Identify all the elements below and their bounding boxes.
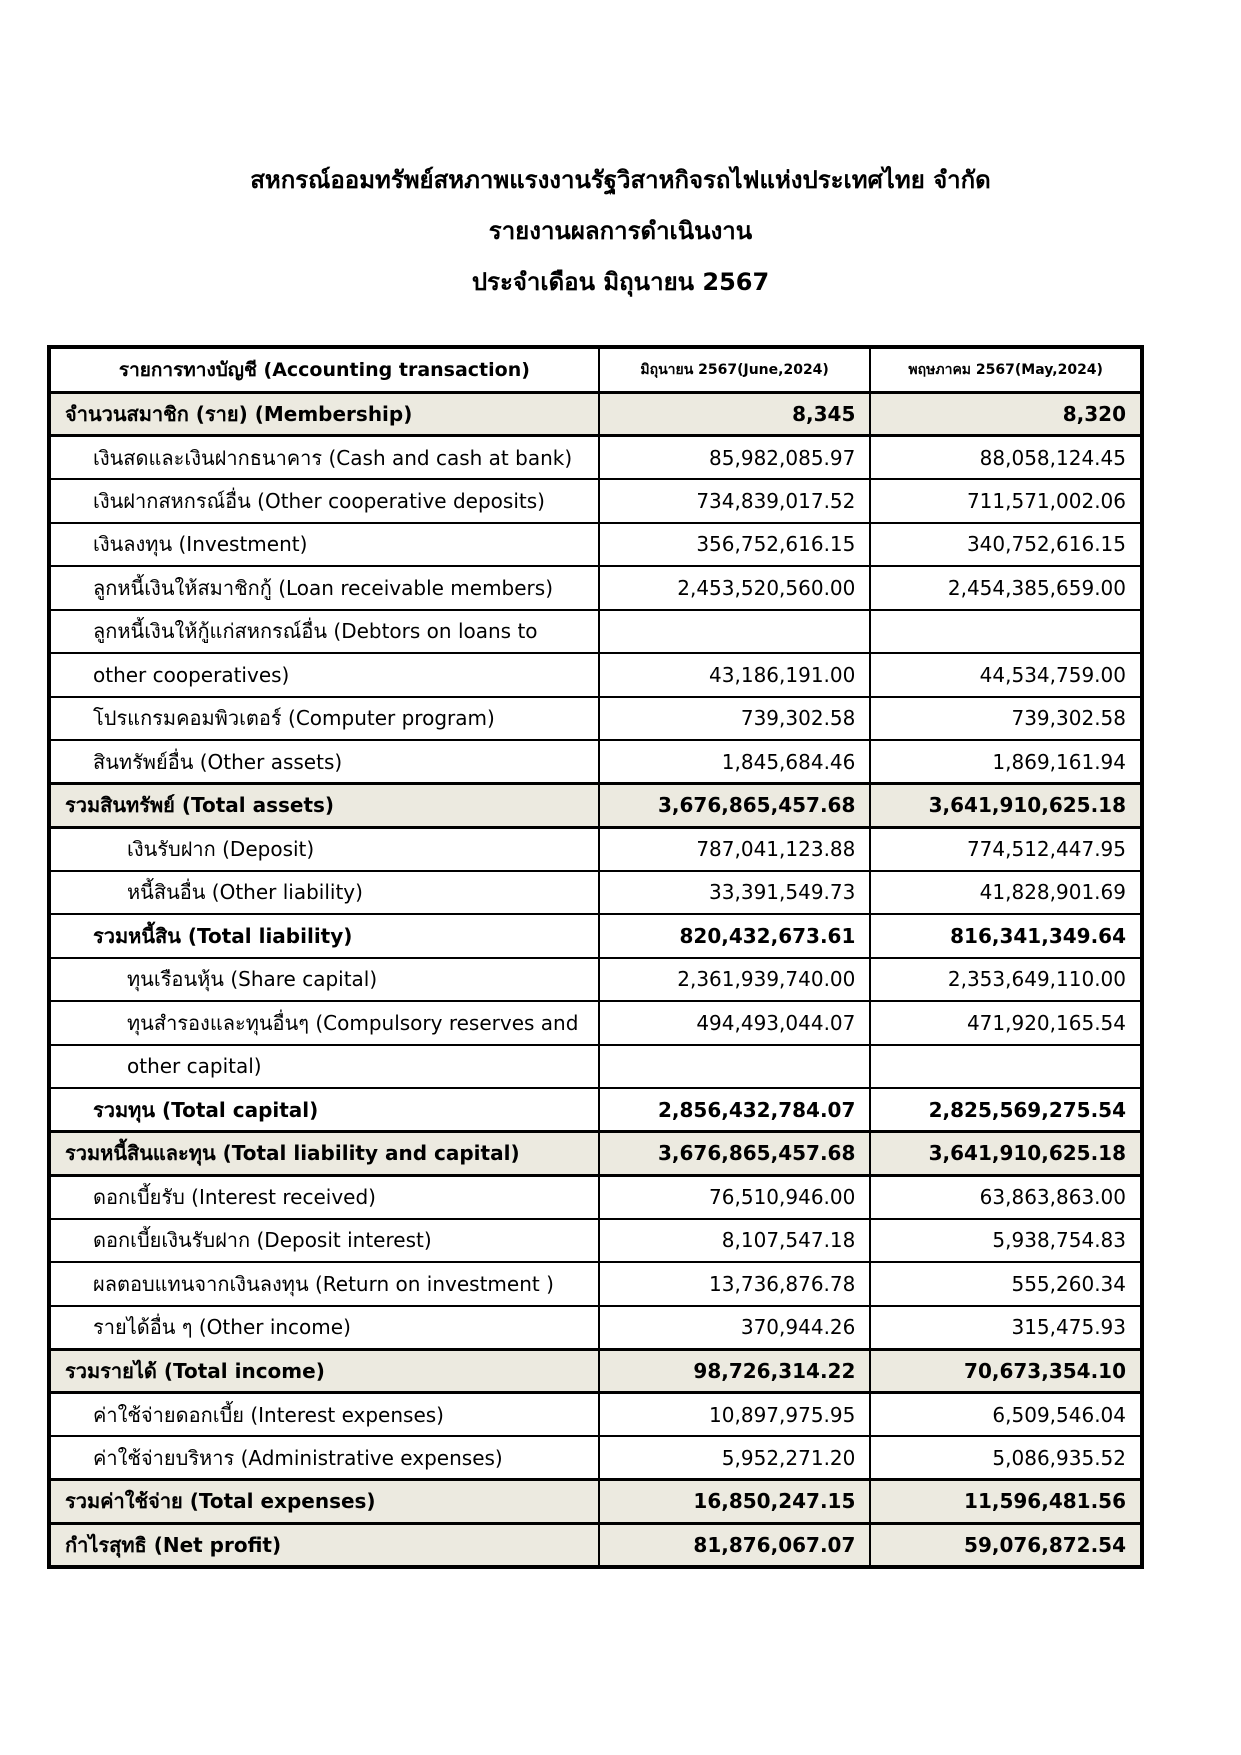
row-value-june: 33,391,549.73	[599, 871, 871, 915]
table-row	[49, 436, 1142, 480]
row-label: รายได้อื่น ๆ (Other income)	[49, 1306, 599, 1350]
row-value-may: 3,641,910,625.18	[870, 1132, 1142, 1176]
row-label: จำนวนสมาชิก (ราย) (Membership)	[49, 392, 599, 436]
row-label: รวมหนี้สินและทุน (Total liability and capital)	[49, 1132, 599, 1176]
table-row-total-liability	[49, 914, 1142, 958]
report-title: รายงานผลการดำเนินงาน	[488, 217, 753, 245]
table-row	[49, 1175, 1142, 1219]
table-row	[49, 1306, 1142, 1350]
row-value-june: 2,453,520,560.00	[599, 566, 871, 610]
row-value-may: 1,869,161.94	[870, 740, 1142, 784]
cooperative-name: สหกรณ์ออมทรัพย์สหภาพแรงงานรัฐวิสาหกิจรถไฟแห่งประเทศไทย จำกัด	[250, 166, 991, 194]
table-row	[49, 958, 1142, 1002]
row-value-may: 44,534,759.00	[870, 653, 1142, 697]
row-label: ผลตอบแทนจากเงินลงทุน (Return on investment )	[49, 1262, 599, 1306]
row-value-may: 5,938,754.83	[870, 1219, 1142, 1263]
row-value-may: 816,341,349.64	[870, 914, 1142, 958]
row-value-june: 356,752,616.15	[599, 523, 871, 567]
row-value-may: 11,596,481.56	[870, 1480, 1142, 1524]
table-row	[49, 523, 1142, 567]
table-header-row	[49, 347, 1142, 392]
table-row	[49, 1393, 1142, 1437]
financial-report-table	[47, 345, 1144, 1569]
table-row-total-capital	[49, 1088, 1142, 1132]
row-value-may: 340,752,616.15	[870, 523, 1142, 567]
report-header	[0, 155, 1241, 308]
row-value-may: 88,058,124.45	[870, 436, 1142, 480]
row-value-may: 3,641,910,625.18	[870, 784, 1142, 828]
row-value-may: 2,454,385,659.00	[870, 566, 1142, 610]
row-value-june: 494,493,044.07	[599, 1001, 871, 1045]
row-value-june: 8,345	[599, 392, 871, 436]
row-label: เงินรับฝาก (Deposit)	[49, 827, 599, 871]
row-label: other capital)	[49, 1045, 599, 1089]
row-value-june: 3,676,865,457.68	[599, 784, 871, 828]
table-row	[49, 697, 1142, 741]
row-value-june: 5,952,271.20	[599, 1436, 871, 1480]
table-row-total-income	[49, 1349, 1142, 1393]
row-value-may: 8,320	[870, 392, 1142, 436]
row-value-june: 81,876,067.07	[599, 1523, 871, 1567]
table-row	[49, 653, 1142, 697]
row-value-may: 774,512,447.95	[870, 827, 1142, 871]
table-row-net-profit	[49, 1523, 1142, 1567]
row-label: รวมทุน (Total capital)	[49, 1088, 599, 1132]
report-period: ประจำเดือน มิถุนายน 2567	[471, 268, 770, 296]
row-value-june: 98,726,314.22	[599, 1349, 871, 1393]
table-row	[49, 1436, 1142, 1480]
row-label: รวมสินทรัพย์ (Total assets)	[49, 784, 599, 828]
row-value-june: 734,839,017.52	[599, 479, 871, 523]
row-value-may: 59,076,872.54	[870, 1523, 1142, 1567]
row-value-june: 10,897,975.95	[599, 1393, 871, 1437]
row-value-june: 43,186,191.00	[599, 653, 871, 697]
row-label: หนี้สินอื่น (Other liability)	[49, 871, 599, 915]
table-row-total-assets	[49, 784, 1142, 828]
row-value-may: 711,571,002.06	[870, 479, 1142, 523]
row-label: รวมหนี้สิน (Total liability)	[49, 914, 599, 958]
row-value-may: 41,828,901.69	[870, 871, 1142, 915]
table-row	[49, 827, 1142, 871]
row-label: other cooperatives)	[49, 653, 599, 697]
row-value-june	[599, 610, 871, 654]
table-row	[49, 871, 1142, 915]
row-value-june: 76,510,946.00	[599, 1175, 871, 1219]
table-row	[49, 1262, 1142, 1306]
column-header-transaction: รายการทางบัญชี (Accounting transaction)	[49, 347, 599, 392]
row-value-june: 13,736,876.78	[599, 1262, 871, 1306]
row-label: ค่าใช้จ่ายบริหาร (Administrative expenses)	[49, 1436, 599, 1480]
row-value-may: 63,863,863.00	[870, 1175, 1142, 1219]
row-value-may	[870, 1045, 1142, 1089]
row-value-june: 787,041,123.88	[599, 827, 871, 871]
row-value-june: 739,302.58	[599, 697, 871, 741]
row-value-june: 3,676,865,457.68	[599, 1132, 871, 1176]
row-value-june: 16,850,247.15	[599, 1480, 871, 1524]
table-row-membership	[49, 392, 1142, 436]
row-value-may: 6,509,546.04	[870, 1393, 1142, 1437]
table-row	[49, 1219, 1142, 1263]
column-header-june: มิถุนายน 2567(June,2024)	[599, 347, 871, 392]
row-label: ดอกเบี้ยเงินรับฝาก (Deposit interest)	[49, 1219, 599, 1263]
row-value-june: 1,845,684.46	[599, 740, 871, 784]
row-label: เงินลงทุน (Investment)	[49, 523, 599, 567]
row-value-june: 370,944.26	[599, 1306, 871, 1350]
table-row	[49, 1045, 1142, 1089]
table-row	[49, 479, 1142, 523]
row-value-may: 739,302.58	[870, 697, 1142, 741]
table-row	[49, 1001, 1142, 1045]
row-value-june: 2,361,939,740.00	[599, 958, 871, 1002]
row-label: สินทรัพย์อื่น (Other assets)	[49, 740, 599, 784]
row-label: กำไรสุทธิ (Net profit)	[49, 1523, 599, 1567]
row-value-may: 315,475.93	[870, 1306, 1142, 1350]
row-label: ลูกหนี้เงินให้สมาชิกกู้ (Loan receivable members)	[49, 566, 599, 610]
row-label: เงินสดและเงินฝากธนาคาร (Cash and cash at bank)	[49, 436, 599, 480]
table-row	[49, 566, 1142, 610]
row-value-june: 820,432,673.61	[599, 914, 871, 958]
row-label: รวมรายได้ (Total income)	[49, 1349, 599, 1393]
row-label: ลูกหนี้เงินให้กู้แก่สหกรณ์อื่น (Debtors on loans to	[49, 610, 599, 654]
table-row	[49, 740, 1142, 784]
row-value-may: 471,920,165.54	[870, 1001, 1142, 1045]
row-label: ทุนเรือนหุ้น (Share capital)	[49, 958, 599, 1002]
row-value-may: 70,673,354.10	[870, 1349, 1142, 1393]
row-value-may: 2,353,649,110.00	[870, 958, 1142, 1002]
table-row-total-liability-capital	[49, 1132, 1142, 1176]
table-row	[49, 610, 1142, 654]
row-label: ดอกเบี้ยรับ (Interest received)	[49, 1175, 599, 1219]
row-value-may: 5,086,935.52	[870, 1436, 1142, 1480]
row-value-may: 2,825,569,275.54	[870, 1088, 1142, 1132]
row-value-june: 8,107,547.18	[599, 1219, 871, 1263]
row-value-june: 85,982,085.97	[599, 436, 871, 480]
row-value-may: 555,260.34	[870, 1262, 1142, 1306]
row-label: เงินฝากสหกรณ์อื่น (Other cooperative deposits)	[49, 479, 599, 523]
row-value-june	[599, 1045, 871, 1089]
row-value-june: 2,856,432,784.07	[599, 1088, 871, 1132]
table-row-total-expenses	[49, 1480, 1142, 1524]
row-label: ทุนสำรองและทุนอื่นๆ (Compulsory reserves and	[49, 1001, 599, 1045]
row-label: รวมค่าใช้จ่าย (Total expenses)	[49, 1480, 599, 1524]
column-header-may: พฤษภาคม 2567(May,2024)	[870, 347, 1142, 392]
row-value-may	[870, 610, 1142, 654]
row-label: โปรแกรมคอมพิวเตอร์ (Computer program)	[49, 697, 599, 741]
row-label: ค่าใช้จ่ายดอกเบี้ย (Interest expenses)	[49, 1393, 599, 1437]
